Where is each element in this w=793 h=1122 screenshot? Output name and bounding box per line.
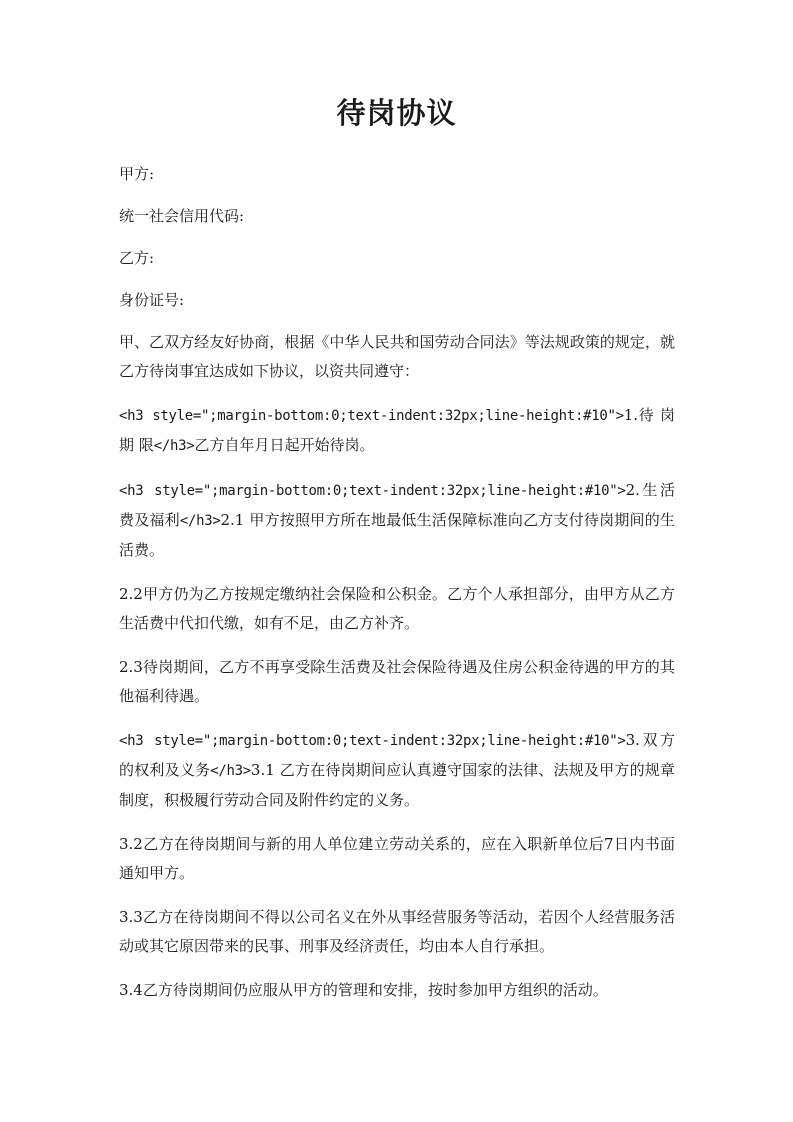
- intro-paragraph: 甲、乙双方经友好协商，根据《中华人民共和国劳动合同法》等法规政策的规定，就乙方待岗事宜达成如下协议，以资共同遵守：: [119, 333, 675, 380]
- credit-code-field: 统一社会信用代码:: [119, 207, 245, 225]
- clause-3-2: 3.2乙方在待岗期间与新的用人单位建立劳动关系的，应在入职新单位后7日内书面通知甲方。: [119, 835, 675, 882]
- party-b-field: 乙方:: [119, 249, 155, 267]
- raw-h3-open-tag: <h3 style=";margin-bottom:0;text-indent:32px;line-height:#10">: [119, 733, 626, 749]
- raw-h3-open-tag: <h3 style=";margin-bottom:0;text-indent:32px;line-height:#10">: [119, 408, 624, 424]
- section-1-text: 乙方自年月日起开始待岗。: [194, 436, 375, 454]
- section-3-paragraph: [119, 726, 675, 815]
- section-2-heading: 2.生活费及福利: [119, 481, 676, 529]
- clause-3-4: 3.4乙方待岗期间仍应服从甲方的管理和安排，按时参加甲方组织的活动。: [119, 981, 608, 999]
- section-1-heading: 1.待 岗 期 限: [119, 406, 675, 454]
- document-title: 待岗协议: [336, 96, 457, 130]
- clause-3-3: 3.3乙方在待岗期间不得以公司名义在外从事经营服务等活动，若因个人经营服务活动或其它原因带来的民事、刑事及经济责任，均由本人自行承担。: [119, 908, 675, 955]
- raw-h3-close-tag: </h3>: [210, 763, 251, 779]
- clause-2-2: 2.2甲方仍为乙方按规定缴纳社会保险和公积金。乙方个人承担部分，由甲方从乙方生活费中代扣代缴，如有不足，由乙方补齐。: [119, 585, 675, 632]
- raw-h3-close-tag: </h3>: [179, 513, 221, 529]
- party-a-field: 甲方:: [119, 165, 155, 183]
- raw-h3-open-tag: <h3 style=";margin-bottom:0;text-indent:32px;line-height:#10">: [119, 483, 626, 499]
- section-3-heading: 3.双方的权利及义务: [119, 731, 676, 779]
- clause-2-3: 2.3待岗期间，乙方不再享受除生活费及社会保险待遇及住房公积金待遇的甲方的其他福利待遇。: [119, 658, 675, 705]
- clause-2-1-text: 2.1 甲方按照甲方所在地最低生活保障标准向乙方支付待岗期间的生活费。: [119, 511, 675, 559]
- clause-3-1-text: 3.1 乙方在待岗期间应认真遵守国家的法律、法规及甲方的规章制度，积极履行劳动合同及附件约定的义务。: [119, 761, 675, 809]
- section-1-paragraph: [119, 401, 675, 461]
- id-number-field: 身份证号:: [119, 291, 185, 309]
- section-2-paragraph: [119, 476, 675, 565]
- document-body: [119, 160, 675, 1020]
- raw-h3-close-tag: </h3>: [153, 438, 195, 454]
